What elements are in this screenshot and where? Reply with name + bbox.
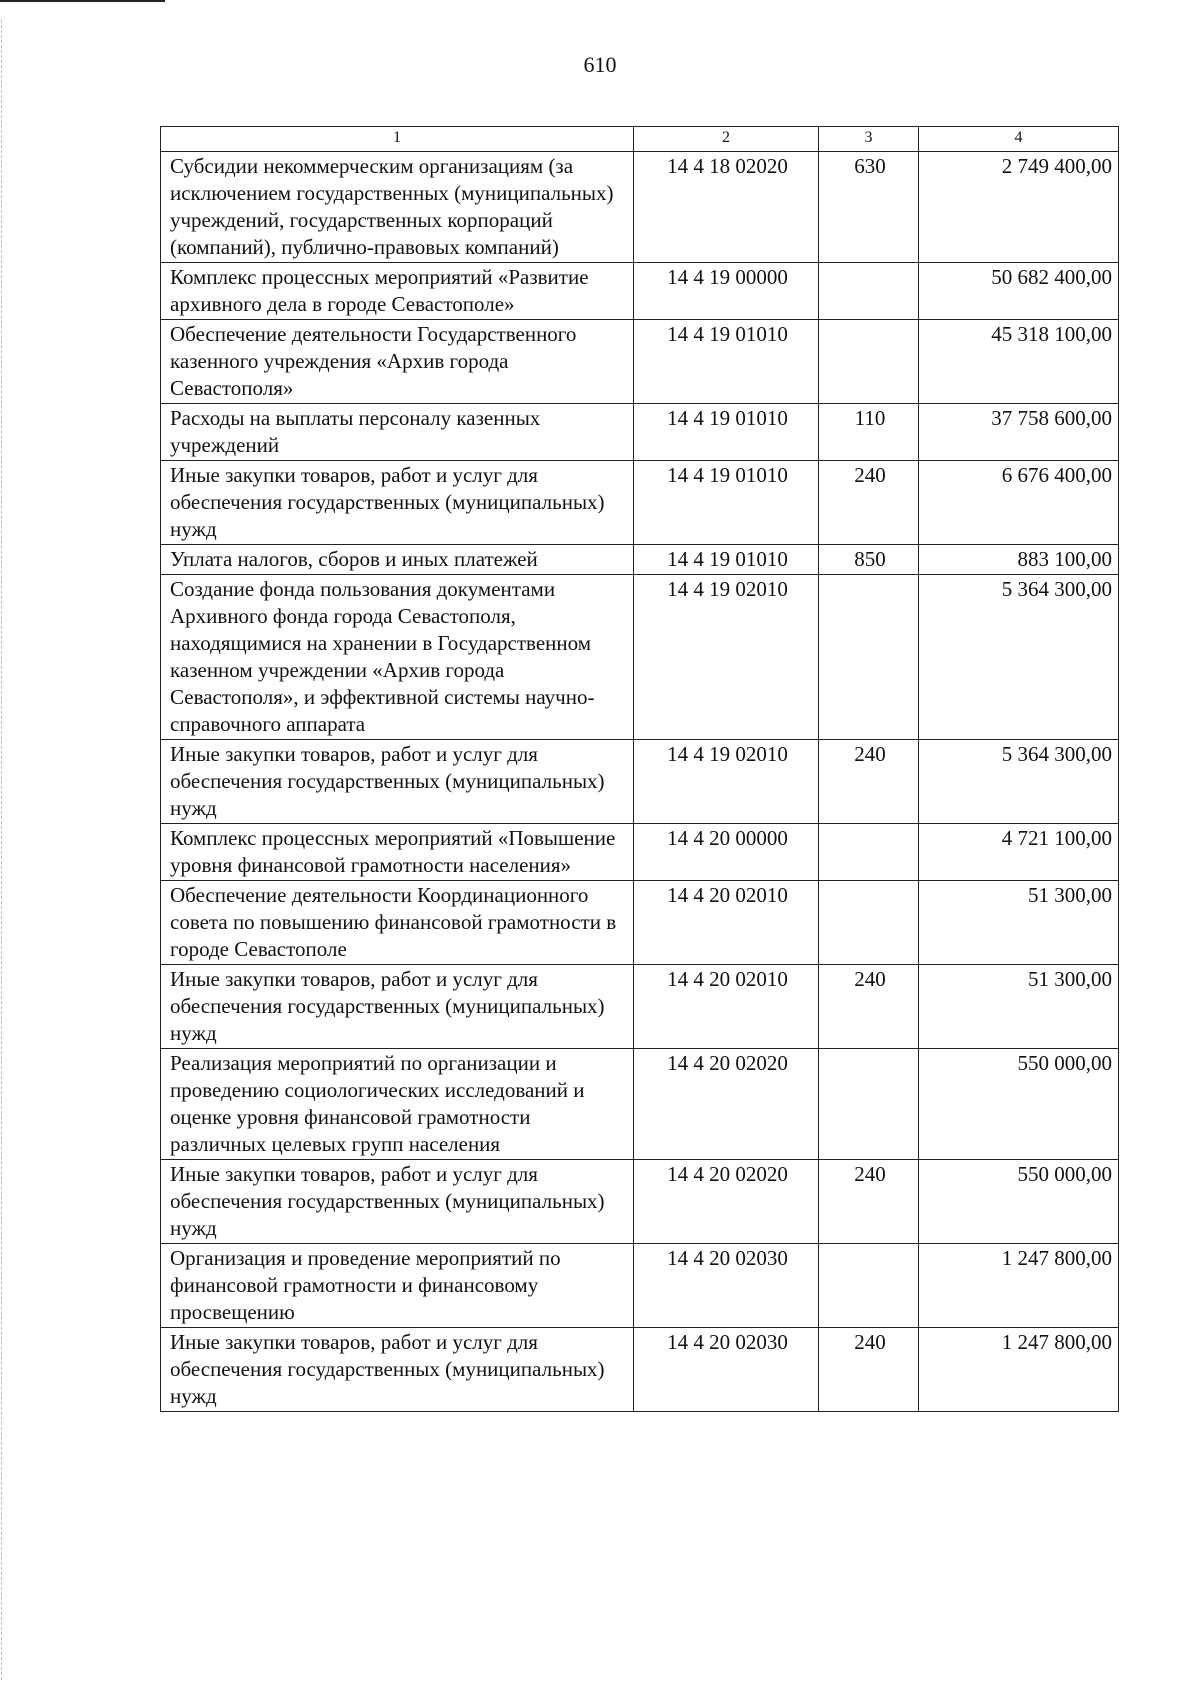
row-code-cell: 14 4 20 02020 <box>634 1049 819 1160</box>
row-type-cell <box>819 824 919 881</box>
row-sum-cell: 6 676 400,00 <box>919 461 1119 545</box>
row-type-cell: 240 <box>819 965 919 1049</box>
table-row <box>161 1049 1119 1160</box>
scan-edge-line <box>1 20 2 1680</box>
table-row <box>161 545 1119 575</box>
scan-edge-mark <box>0 0 165 2</box>
row-name-cell: Реализация мероприятий по организации и проведению социологических исследований и оценке уровня финансовой грамотности различных целевых групп населения <box>161 1049 634 1160</box>
table-row <box>161 1244 1119 1328</box>
table-row <box>161 740 1119 824</box>
row-sum-cell: 550 000,00 <box>919 1160 1119 1244</box>
table-row <box>161 824 1119 881</box>
row-code-cell: 14 4 19 01010 <box>634 404 819 461</box>
row-code-cell: 14 4 20 00000 <box>634 824 819 881</box>
table-row <box>161 461 1119 545</box>
row-code-cell: 14 4 19 01010 <box>634 320 819 404</box>
row-name-cell: Создание фонда пользования документами Архивного фонда города Севастополя, находящимися на хранении в Государственном казенном учреждении «Архив города Севастополя», и эффективной системы научно-справочного аппарата <box>161 575 634 740</box>
row-type-cell: 110 <box>819 404 919 461</box>
row-type-cell <box>819 320 919 404</box>
row-name-cell: Иные закупки товаров, работ и услуг для обеспечения государственных (муниципальных) нужд <box>161 1328 634 1412</box>
table-row <box>161 404 1119 461</box>
row-sum-cell: 45 318 100,00 <box>919 320 1119 404</box>
row-code-cell: 14 4 20 02020 <box>634 1160 819 1244</box>
row-sum-cell: 5 364 300,00 <box>919 740 1119 824</box>
column-header-2: 2 <box>634 127 819 152</box>
row-name-cell: Иные закупки товаров, работ и услуг для обеспечения государственных (муниципальных) нужд <box>161 965 634 1049</box>
row-name-cell: Субсидии некоммерческим организациям (за исключением государственных (муниципальных) учреждений, государственных корпораций (компаний), публично-правовых компаний) <box>161 152 634 263</box>
row-sum-cell: 883 100,00 <box>919 545 1119 575</box>
row-name-cell: Иные закупки товаров, работ и услуг для обеспечения государственных (муниципальных) нужд <box>161 740 634 824</box>
row-type-cell <box>819 881 919 965</box>
row-type-cell <box>819 263 919 320</box>
row-name-cell: Иные закупки товаров, работ и услуг для обеспечения государственных (муниципальных) нужд <box>161 1160 634 1244</box>
row-sum-cell: 51 300,00 <box>919 965 1119 1049</box>
column-header-4: 4 <box>919 127 1119 152</box>
table-row <box>161 965 1119 1049</box>
table-row <box>161 575 1119 740</box>
row-name-cell: Комплекс процессных мероприятий «Развитие архивного дела в городе Севастополе» <box>161 263 634 320</box>
row-name-cell: Обеспечение деятельности Государственного казенного учреждения «Архив города Севастополя» <box>161 320 634 404</box>
row-sum-cell: 50 682 400,00 <box>919 263 1119 320</box>
row-name-cell: Расходы на выплаты персоналу казенных учреждений <box>161 404 634 461</box>
table-body <box>161 152 1119 1412</box>
row-code-cell: 14 4 20 02010 <box>634 881 819 965</box>
row-code-cell: 14 4 19 00000 <box>634 263 819 320</box>
row-sum-cell: 51 300,00 <box>919 881 1119 965</box>
row-code-cell: 14 4 19 02010 <box>634 740 819 824</box>
row-code-cell: 14 4 19 01010 <box>634 545 819 575</box>
row-sum-cell: 2 749 400,00 <box>919 152 1119 263</box>
row-type-cell: 240 <box>819 740 919 824</box>
row-type-cell: 240 <box>819 461 919 545</box>
row-name-cell: Организация и проведение мероприятий по финансовой грамотности и финансовому просвещению <box>161 1244 634 1328</box>
row-name-cell: Уплата налогов, сборов и иных платежей <box>161 545 634 575</box>
column-header-3: 3 <box>819 127 919 152</box>
row-type-cell: 240 <box>819 1328 919 1412</box>
table-row <box>161 1328 1119 1412</box>
page-number: 610 <box>583 52 617 77</box>
budget-table <box>160 126 1119 1412</box>
row-type-cell: 630 <box>819 152 919 263</box>
table-row <box>161 263 1119 320</box>
table-header-row <box>161 127 1119 152</box>
row-sum-cell: 550 000,00 <box>919 1049 1119 1160</box>
row-code-cell: 14 4 20 02030 <box>634 1328 819 1412</box>
row-name-cell: Иные закупки товаров, работ и услуг для обеспечения государственных (муниципальных) нужд <box>161 461 634 545</box>
row-sum-cell: 4 721 100,00 <box>919 824 1119 881</box>
row-code-cell: 14 4 19 01010 <box>634 461 819 545</box>
table-row <box>161 881 1119 965</box>
row-sum-cell: 5 364 300,00 <box>919 575 1119 740</box>
row-sum-cell: 37 758 600,00 <box>919 404 1119 461</box>
row-sum-cell: 1 247 800,00 <box>919 1244 1119 1328</box>
column-header-1: 1 <box>161 127 634 152</box>
row-type-cell: 850 <box>819 545 919 575</box>
table-row <box>161 152 1119 263</box>
row-type-cell: 240 <box>819 1160 919 1244</box>
row-sum-cell: 1 247 800,00 <box>919 1328 1119 1412</box>
table-row <box>161 320 1119 404</box>
row-type-cell <box>819 1244 919 1328</box>
row-code-cell: 14 4 19 02010 <box>634 575 819 740</box>
row-name-cell: Обеспечение деятельности Координационного совета по повышению финансовой грамотности в городе Севастополе <box>161 881 634 965</box>
row-code-cell: 14 4 20 02010 <box>634 965 819 1049</box>
row-name-cell: Комплекс процессных мероприятий «Повышение уровня финансовой грамотности населения» <box>161 824 634 881</box>
row-type-cell <box>819 575 919 740</box>
row-code-cell: 14 4 20 02030 <box>634 1244 819 1328</box>
row-type-cell <box>819 1049 919 1160</box>
table-row <box>161 1160 1119 1244</box>
row-code-cell: 14 4 18 02020 <box>634 152 819 263</box>
